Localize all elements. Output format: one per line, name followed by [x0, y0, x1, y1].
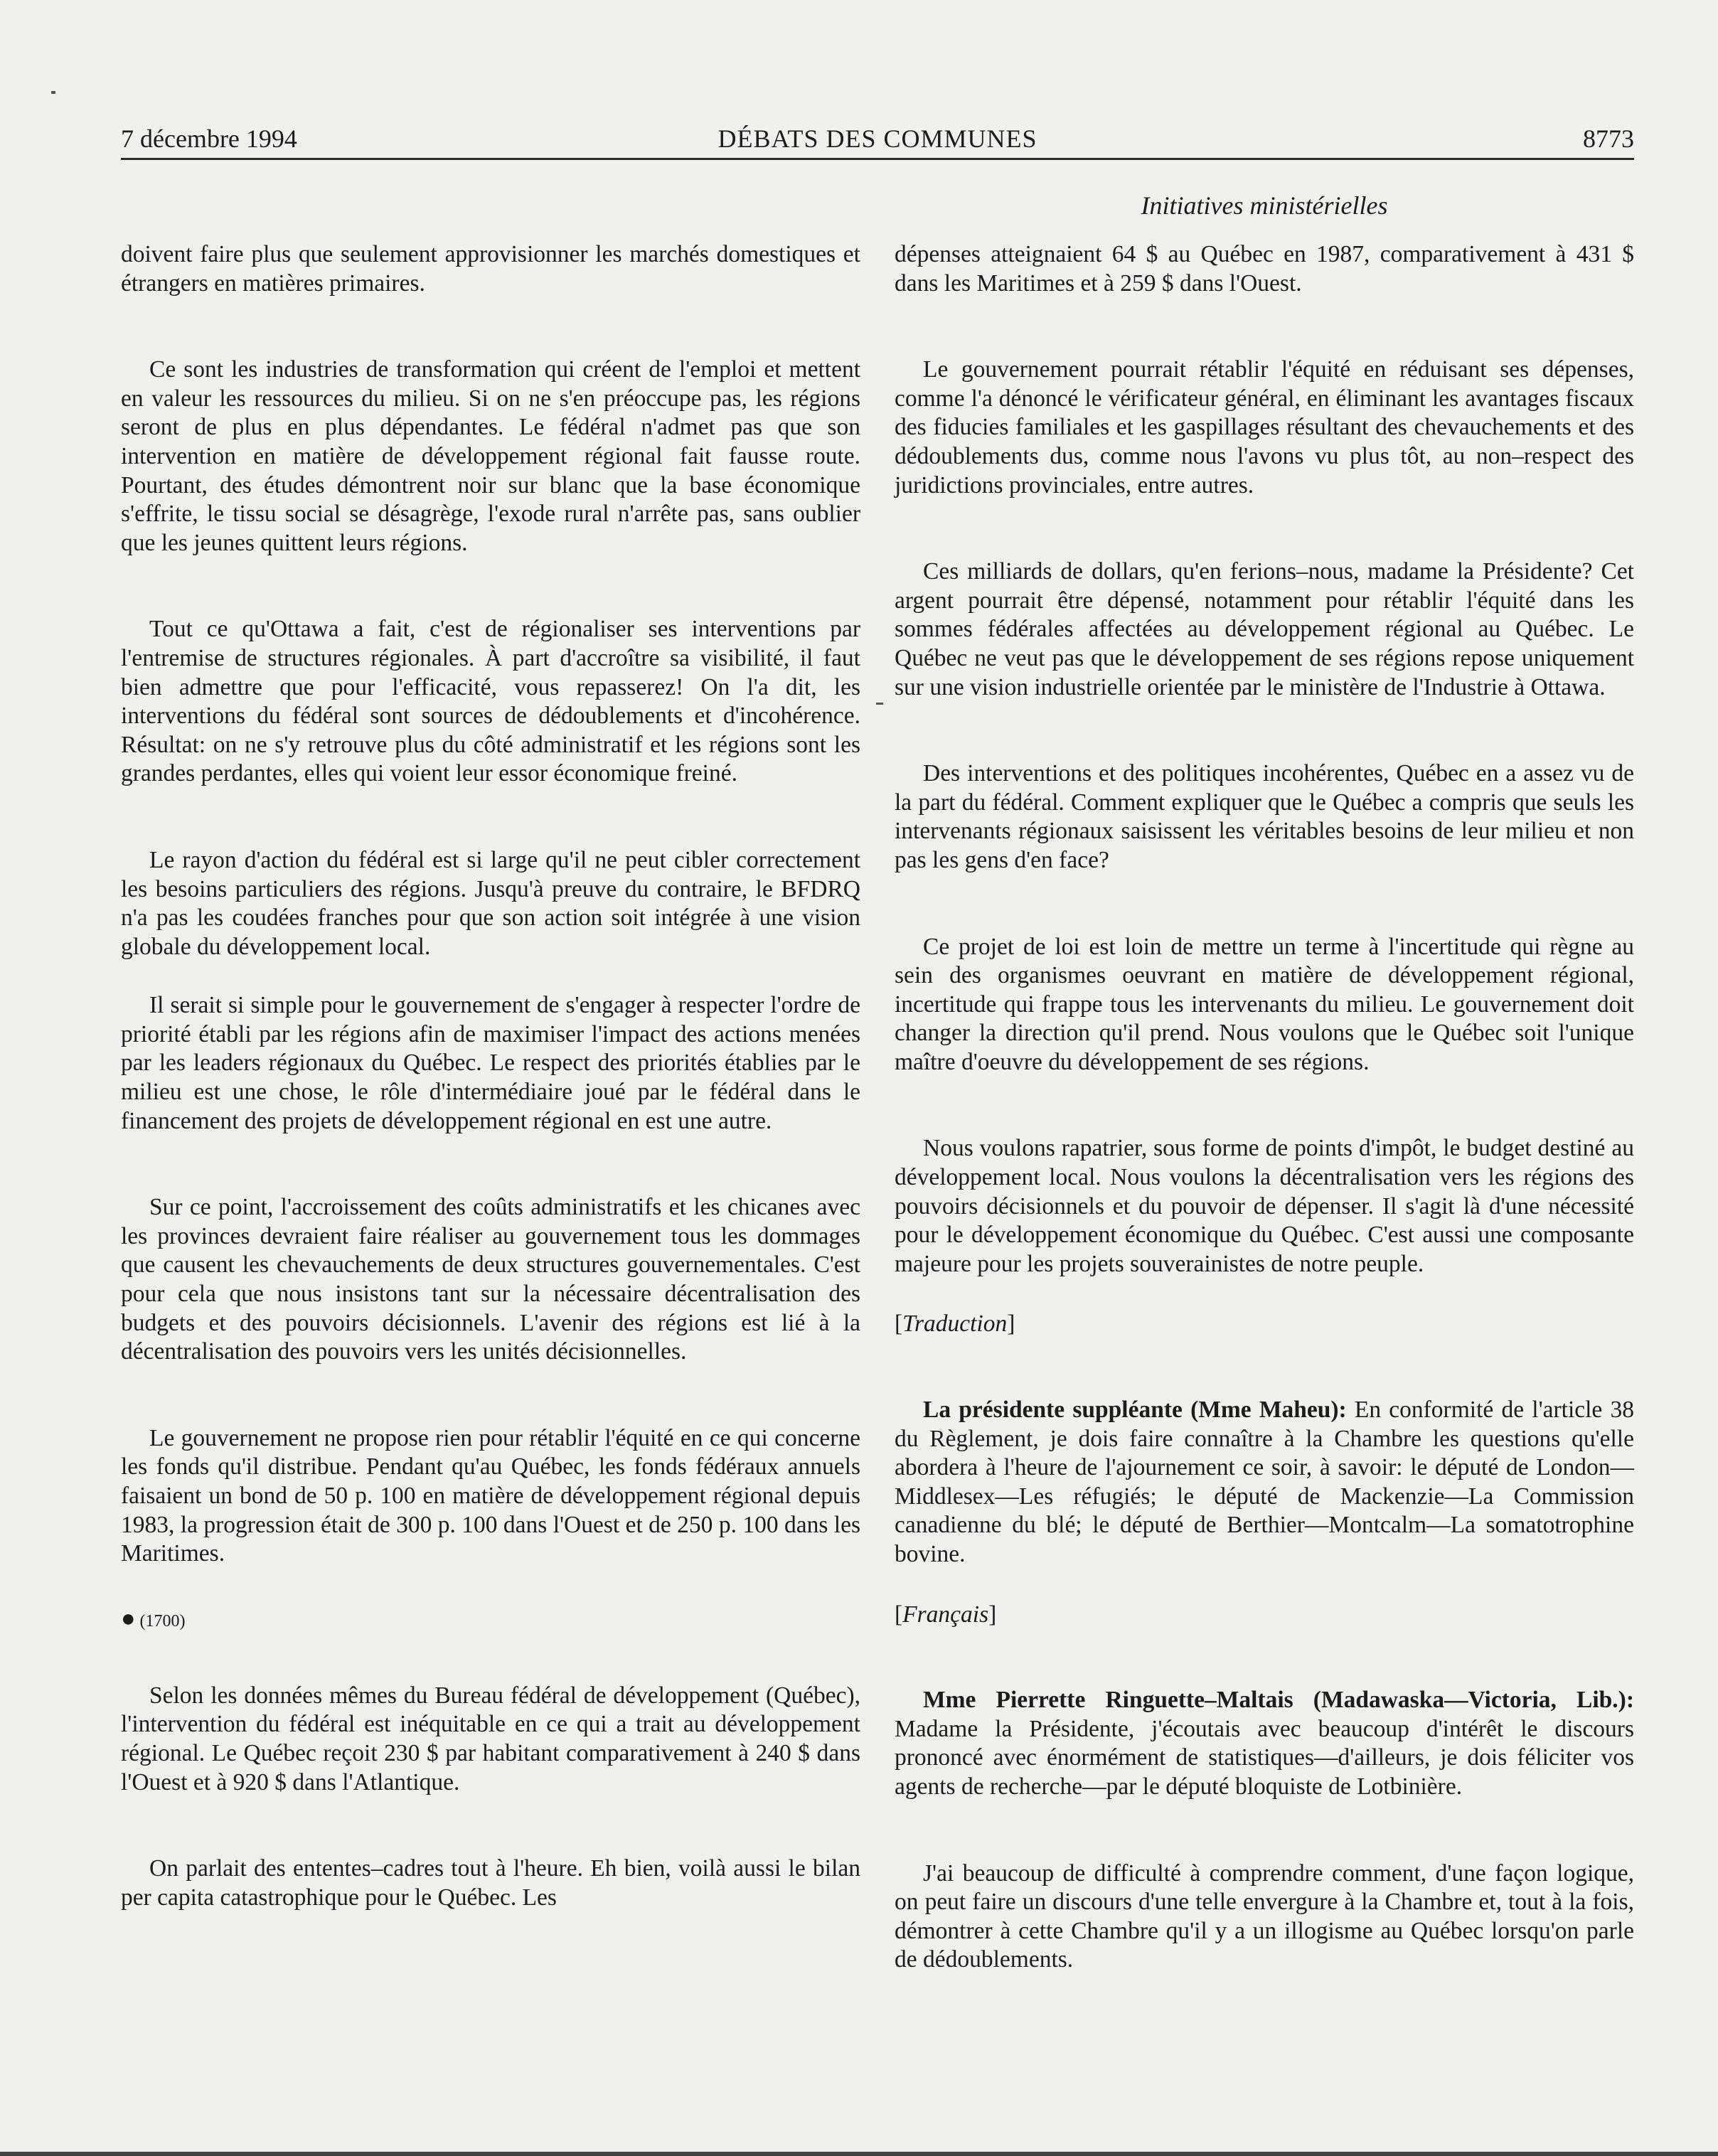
paragraph: Sur ce point, l'accroissement des coûts administratifs et les chicanes avec les provinces devraient faire réaliser au gouvernement tous les dommages que causent les chevauchements de deux structures gouvernementales. C'est pour cela que nous insistons tant sur la nécessaire décentralisation des budgets et des pouvoirs décisionnels. L'avenir des régions est lié à la décentralisation des pouvoirs vers les unités décisionnelles.: [121, 1194, 860, 1365]
francais-text: Français: [902, 1601, 989, 1628]
paragraph: Tout ce qu'Ottawa a fait, c'est de régionaliser ses interventions par l'entremise de structures régionales. À part d'accroître sa visibilité, il faut bien admettre que pour l'efficacité, vous repasserez! On l'a dit, les interventions du fédéral sont sources de dédoublements et d'incohérence. Résultat: on ne s'y retrouve plus du côté administratif et les régions sont les grandes perdantes, elles qui voient leur essor économique freiné.: [121, 616, 860, 787]
header-rule: [121, 158, 1634, 160]
paragraph: dépenses atteignaient 64 $ au Québec en 1987, comparativement à 431 $ dans les Maritimes et à 259 $ dans l'Ouest.: [895, 241, 1634, 297]
scan-speck: [876, 703, 883, 705]
right-column: [895, 240, 1634, 2032]
paragraph: Selon les données mêmes du Bureau fédéral de développement (Québec), l'intervention du fédéral est inéquitable en ce qui a trait au développement régional. Le Québec reçoit 230 $ par habitant comparativement à 240 $ dans l'Ouest et à 920 $ dans l'Atlantique.: [121, 1682, 860, 1795]
paragraph: Des interventions et des politiques incohérentes, Québec en a assez vu de la part du fédéral. Comment expliquer que le Québec a compris que seuls les intervenants régionaux saisissent les véritables besoins de leur milieu et non pas les gens d'en face?: [895, 760, 1634, 873]
bullet-icon: ●: [121, 1605, 136, 1632]
speaker-name: La présidente suppléante (Mme Maheu):: [923, 1397, 1347, 1424]
traduction-text: Traduction: [902, 1311, 1008, 1338]
paragraph: Le gouvernement ne propose rien pour rétablir l'équité en ce qui concerne les fonds qu'il distribue. Pendant qu'au Québec, les fonds fédéraux annuels faisaient un bond de 50 p. 100 en matière de développement régional depuis 1983, la progression était de 300 p. 100 dans l'Ouest et de 250 p. 100 dans les Maritimes.: [121, 1424, 860, 1567]
paragraph: Ce projet de loi est loin de mettre un terme à l'incertitude qui règne au sein des organismes oeuvrant en matière de développement régional, incertitude qui frappe tous les intervenants du milieu. Le gouvernement doit changer la direction qu'il prend. Nous voulons que le Québec soit l'unique maître d'oeuvre du développement de ses régions.: [895, 933, 1634, 1075]
paragraph: Il serait si simple pour le gouvernement de s'engager à respecter l'ordre de priorité établi par les régions afin de maximiser l'impact des actions menées par les leaders régionaux du Québec. Le respect des priorités établies par le milieu est une chose, le rôle d'intermédiaire joué par le fédéral dans le financement des projets de développement régional en est une autre.: [121, 992, 860, 1134]
speech-text: Madame la Présidente, j'écoutais avec beaucoup d'intérêt le discours prononcé avec énormément de statistiques—d'ailleurs, je dois féliciter vos agents de recherche—par le député bloquiste de Lotbinière.: [895, 1715, 1634, 1800]
paragraph: Ce sont les industries de transformation qui créent de l'emploi et mettent en valeur les ressources du milieu. Si on ne s'en préoccupe pas, les régions seront de plus en plus dépendantes. Le fédéral n'admet pas que son intervention en matière de développement régional fait fausse route. Pourtant, des études démontrent noir sur blanc que la base économique s'effrite, le tissu social se désagrège, l'exode rural n'arrête pas, sans oublier que les jeunes quittent leurs régions.: [121, 356, 860, 556]
paragraph: doivent faire plus que seulement approvisionner les marchés domestiques et étrangers en matières primaires.: [121, 241, 860, 297]
header-journal-title: DÉBATS DES COMMUNES: [717, 124, 1037, 153]
paragraph: Nous voulons rapatrier, sous forme de points d'impôt, le budget destiné au développement local. Nous voulons la décentralisation vers les régions des pouvoirs décisionnels et du pouvoir de dépenser. Il s'agit là d'une nécessité pour le développement économique du Québec. C'est aussi une composante majeure pour les projets souverainistes de notre peuple.: [895, 1135, 1634, 1277]
header-date: 7 décembre 1994: [121, 124, 297, 153]
header-page-number: 8773: [1583, 124, 1634, 153]
section-title: Initiatives ministérielles: [1141, 191, 1388, 220]
page-header: [121, 115, 1634, 158]
speech-text: En conformité de l'article 38 du Règlement, je dois faire connaître à la Chambre les questions qu'elle abordera à l'heure de l'ajournement ce soir, à savoir: le député de London—Middlesex—Les réfugiés; le député de Mackenzie—La Commission canadienne du blé; le député de Berthier—Montcalm—La somatotrophine bovine.: [895, 1397, 1634, 1567]
speech-ringuette-maltais: [895, 1686, 1634, 1801]
time-marker-text: (1700): [139, 1611, 186, 1631]
paragraph: Le gouvernement pourrait rétablir l'équité en réduisant ses dépenses, comme l'a dénoncé le vérificateur général, en éliminant les avantages fiscaux des fiducies familiales et les gaspillages résultant des chevauchements et des dédoublements dus, comme nous l'avons vu plus tôt, au non–respect des juridictions provinciales, entre autres.: [895, 356, 1634, 498]
scan-bottom-edge: [0, 2152, 1718, 2156]
paragraph: Ces milliards de dollars, qu'en ferions–nous, madame la Présidente? Cet argent pourrait être dépensé, notamment pour rétablir l'équité dans les sommes fédérales affectées au développement régional au Québec. Le Québec ne veut pas que le développement de ses régions repose uniquement sur une vision industrielle orientée par le ministère de l'Industrie à Ottawa.: [895, 558, 1634, 700]
paragraph: J'ai beaucoup de difficulté à comprendre comment, d'une façon logique, on peut faire un discours d'une telle envergure à la Chambre et, tout à la fois, démontrer à cette Chambre qu'il y a un illogisme au Québec lorsqu'on parle de dédoublements.: [895, 1859, 1634, 1973]
paragraph: On parlait des ententes–cadres tout à l'heure. Eh bien, voilà aussi le bilan per capita catastrophique pour le Québec. Les: [121, 1855, 860, 1911]
speech-maheu: [895, 1396, 1634, 1569]
left-column: [121, 240, 860, 1970]
speaker-name: Mme Pierrette Ringuette–Maltais (Madawaska—Victoria, Lib.):: [923, 1687, 1634, 1714]
time-marker: [121, 1605, 860, 1632]
traduction-label: [Traduction]: [895, 1311, 1015, 1338]
paragraph: Le rayon d'action du fédéral est si large qu'il ne peut cibler correctement les besoins particuliers des régions. Jusqu'à preuve du contraire, le BFDRQ n'a pas les coudées franches pour que son action soit intégrée à une vision globale du développement local.: [121, 846, 860, 960]
scan-speck: [51, 91, 55, 94]
francais-label: [Français]: [895, 1601, 997, 1628]
